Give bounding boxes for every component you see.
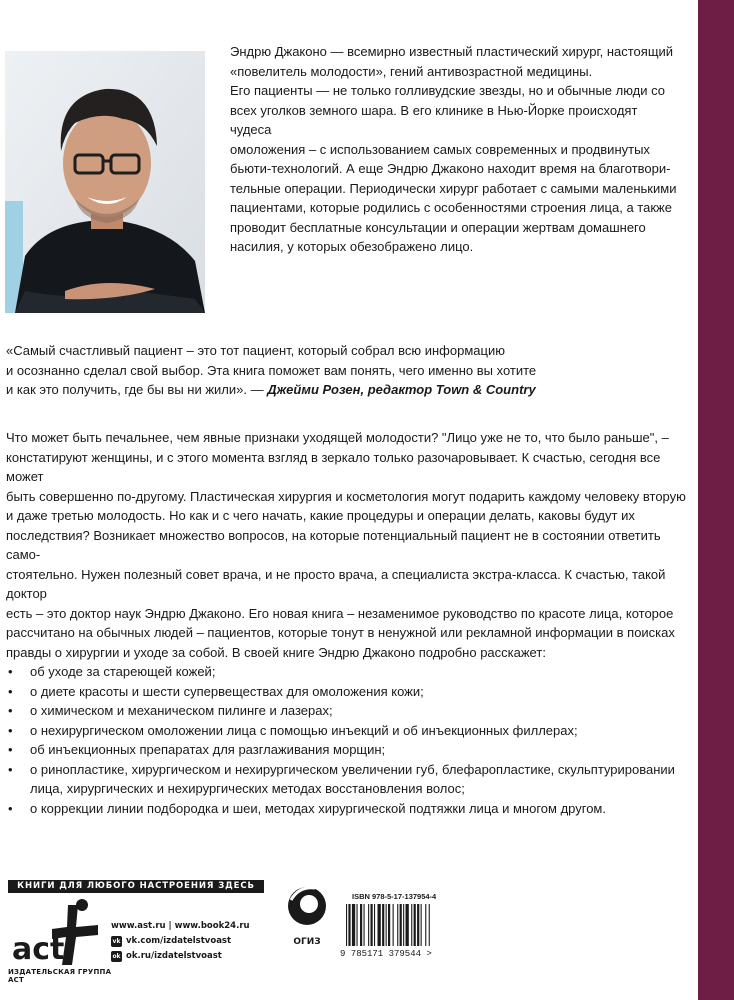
description-line: есть – это доктор наук Эндрю Джаконо. Его новая книга – незаменимое руководство по красоте лица, которое — [6, 605, 674, 621]
vk-link-text: vk.com/izdatelstvoast — [126, 936, 232, 946]
bio-line: тельные операции. Периодически хирург работает с самыми маленькими — [230, 180, 677, 196]
description-line: Что может быть печальнее, чем явные признаки уходящей молодости? "Лицо уже не то, что было раньше", – — [6, 430, 669, 445]
author-photo — [5, 51, 205, 313]
list-item-text: о ринопластике, хирургическом и нехирургическом увеличении губ, блефаропластике, скульптурировании — [30, 761, 675, 777]
list-item-text: о нехирургическом омоложении лица с помощью инъекций и об инъекционных филлерах; — [30, 722, 578, 738]
bullet-icon: • — [8, 683, 13, 699]
author-portrait-image — [5, 51, 205, 313]
book-description — [6, 428, 686, 818]
list-item-text: об инъекционных препаратах для разглаживания морщин; — [30, 742, 386, 757]
bullet-icon: • — [8, 703, 13, 718]
quote-line: и как это получить, где бы вы ни жили». — — [6, 382, 264, 397]
ogiz-logo-text: ОГИЗ — [293, 937, 321, 947]
author-bio — [230, 42, 678, 257]
bio-line: бьюти-технологий. А еще Эндрю Джаконо находит время на благотвори- — [230, 161, 671, 176]
description-line: рассчитано на обычных людей – пациентов, которые тонут в ненужной или рекламной информации в поисках — [6, 625, 675, 640]
description-line: и даже третью молодость. Но как и с чего начать, какие процедуры и операции делать, каковы будут их — [6, 508, 635, 523]
book-spine — [698, 0, 734, 1000]
list-item — [6, 799, 686, 819]
barcode-icon — [338, 902, 478, 958]
bullet-icon: • — [8, 722, 13, 738]
bullet-icon: • — [8, 664, 13, 679]
list-item — [6, 721, 686, 741]
website-links-text: www.ast.ru | www.book24.ru — [111, 921, 250, 931]
publisher-caption: ИЗДАТЕЛЬСКАЯ ГРУППА АСТ — [8, 968, 112, 984]
list-item-text: о коррекции линии подбородка и шеи, методах хирургической подтяжки лица и многом другом. — [30, 800, 606, 816]
description-line: быть совершенно по-другому. Пластическая хирургия и косметология могут подарить каждому человеку вторую — [6, 488, 686, 504]
vk-icon: vk — [112, 938, 121, 945]
bullet-icon: • — [8, 742, 13, 757]
description-line: стоятельно. Нужен полезный совет врача, и не просто врача, а специалиста экстра-класса. К счастью, такой доктор — [6, 566, 666, 601]
barcode-digits: 9 785171 379544 > — [340, 949, 432, 958]
list-item — [6, 682, 686, 702]
description-line: правды о хирургии и уходе за собой. В своей книге Эндрю Джаконо подробно расскажет: — [6, 644, 546, 660]
ok-link — [111, 949, 281, 964]
ok-icon: ok — [112, 953, 121, 960]
quote-line: «Самый счастливый пациент – это тот пациент, который собрал всю информацию — [6, 343, 505, 358]
bullet-icon: • — [8, 761, 13, 777]
description-line: констатируют женщины, и с этого момента взгляд в зеркало только разочаровывает. К счастью, сегодня все может — [6, 449, 661, 484]
vk-link — [111, 934, 281, 949]
quote-line-with-author — [6, 380, 686, 400]
list-item — [6, 662, 686, 682]
topics-list — [6, 662, 686, 818]
list-item-text: о химическом и механическом пилинге и лазерах; — [30, 703, 333, 718]
list-item-text: об уходе за стареющей кожей; — [30, 664, 216, 679]
quote-line: и осознанно сделал свой выбор. Эта книга поможет вам понять, чего именно вы хотите — [6, 362, 537, 378]
publisher-links — [111, 919, 281, 964]
quote-author: Джейми Розен, редактор Town & Country — [267, 382, 536, 397]
ok-link-text: ok.ru/izdatelstvoast — [126, 951, 222, 961]
bio-line: Его пациенты — не только голливудские звезды, но и обычные люди со — [230, 83, 666, 98]
list-item-text: о диете красоты и шести супервеществах для омоложения кожи; — [30, 683, 424, 699]
isbn-label: ISBN 978-5-17-137954-4 — [352, 892, 437, 901]
list-item — [6, 760, 686, 799]
list-item — [6, 740, 686, 760]
bio-line: Эндрю Джаконо — всемирно известный пластический хирург, настоящий — [230, 44, 674, 59]
description-line: последствия? Возникает множество вопросов, на которые потенциальный пациент не в состоянии ответить само- — [6, 527, 661, 562]
publisher-slogan-banner: КНИГИ ДЛЯ ЛЮБОГО НАСТРОЕНИЯ ЗДЕСЬ — [8, 880, 264, 893]
bullet-icon: • — [8, 800, 13, 816]
bio-line: проводит бесплатные консультации и операции жертвам домашнего — [230, 219, 646, 235]
bio-line: «повелитель молодости», гений антивозрастной медицины. — [230, 63, 593, 79]
ogiz-logo-icon — [285, 882, 329, 956]
ast-logo-icon — [12, 897, 102, 967]
ast-logo-text: act — [12, 932, 65, 967]
website-links — [111, 919, 281, 934]
bio-line: омоложения – с использованием самых современных и продвинутых — [230, 141, 650, 157]
review-quote — [6, 341, 686, 400]
bio-line: всех уголков земного шара. В его клинике в Нью-Йорке происходят чудеса — [230, 102, 638, 137]
list-item-text: лица, хирургических и нехирургических методах восстановления волос; — [30, 781, 465, 796]
bio-line: насилия, у которых обезображено лицо. — [230, 239, 474, 254]
bio-line: пациентами, которые родились с особенностями строения лица, а также — [230, 200, 672, 215]
list-item — [6, 701, 686, 721]
